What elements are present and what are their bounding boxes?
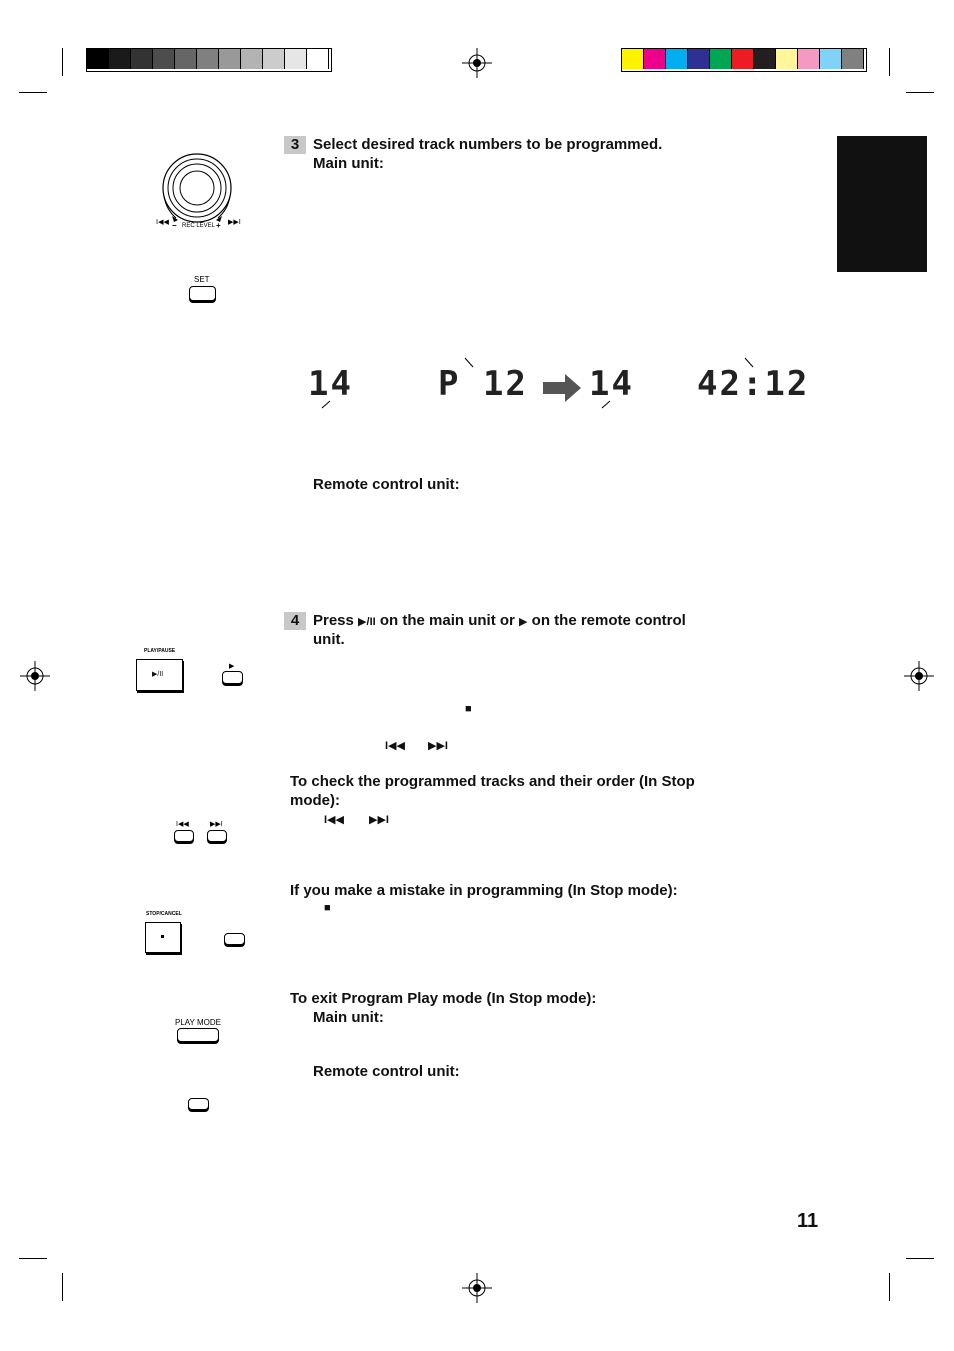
play-pause-glyph: ▶/II [152,671,164,678]
step4-mid: on the main unit or [379,612,515,629]
mistake-heading: If you make a mistake in programming (In Stop mode): [290,882,678,899]
set-label: SET [194,275,210,284]
color-swatch [197,49,219,69]
color-swatch [666,49,688,69]
color-swatch [644,49,666,69]
color-swatch [732,49,754,69]
registration-target-icon [462,1273,492,1303]
plus-label: + [216,221,221,230]
step3-main-unit-label: Main unit: [313,155,384,172]
stop-cancel-label: STOP/CANCEL [146,911,182,917]
color-swatch [175,49,197,69]
step3-remote-label: Remote control unit: [313,476,460,493]
next-symbol: ▶▶I [369,814,389,826]
crop-mark [906,1258,934,1259]
stop-dot-icon [161,935,164,938]
step4-play-pause-symbol: ▶/II [358,616,376,628]
lcd-total-time: 42:12 [697,364,810,404]
next-symbol: ▶▶I [428,740,448,752]
play-pause-label: PLAY/PAUSE [144,648,176,654]
color-swatch [285,49,307,69]
crop-mark [19,92,47,93]
play-glyph-label: ▶ [229,663,235,670]
lcd-track-number: 14 [308,364,353,404]
color-swatch [153,49,175,69]
step4-play-symbol: ▶ [519,616,528,628]
color-swatch [710,49,732,69]
crop-mark [62,48,63,76]
color-swatch [219,49,241,69]
callout-lines [300,350,780,420]
prev-symbol: I◀◀ [385,740,405,752]
stop-symbol: ■ [324,902,331,914]
color-calibration-bar [621,48,867,72]
remote-stop-button[interactable] [224,933,245,945]
check-heading: To check the programmed tracks and their order (In Stop [290,773,695,790]
color-swatch [688,49,710,69]
stop-symbol: ■ [465,703,472,715]
color-swatch [109,49,131,69]
prev-label: I◀◀ [176,821,189,828]
step4-heading [313,612,686,631]
registration-target-icon [904,661,934,691]
crop-mark [906,92,934,93]
stop-cancel-button[interactable] [145,922,181,953]
page-number: 11 [797,1210,819,1232]
crop-mark [19,1258,47,1259]
step4-heading-line2: unit. [313,631,345,648]
play-mode-label: PLAY MODE [175,1018,221,1027]
lcd-program-number: P 12 [438,364,528,404]
step-number: 3 [284,136,306,154]
lcd-track-number-2: 14 [589,364,634,404]
set-button[interactable] [189,286,216,301]
play-pause-button[interactable] [136,659,183,691]
remote-play-button[interactable] [222,671,243,684]
registration-target-icon [462,48,492,78]
color-swatch [87,49,109,69]
prev-symbol: I◀◀ [324,814,344,826]
step4-press: Press [313,612,354,629]
minus-label: − [172,221,177,230]
color-swatch [820,49,842,69]
step4-end: on the remote control [531,612,686,629]
rec-level-label: REC LEVEL [182,223,216,229]
step3-heading: Select desired track numbers to be programmed. [313,136,663,153]
step-number: 4 [284,612,306,630]
crop-mark [889,1273,890,1301]
color-swatch [798,49,820,69]
next-track-button[interactable] [207,830,227,842]
crop-mark [889,48,890,76]
color-swatch [241,49,263,69]
color-swatch [842,49,864,69]
check-heading-line2: mode): [290,792,340,809]
color-swatch [622,49,644,69]
color-swatch [131,49,153,69]
next-label: ▶▶I [210,821,223,828]
color-swatch [776,49,798,69]
exit-main-unit-label: Main unit: [313,1009,384,1026]
remote-play-mode-button[interactable] [188,1098,209,1110]
color-swatch [263,49,285,69]
exit-remote-label: Remote control unit: [313,1063,460,1080]
play-mode-button[interactable] [177,1028,219,1042]
color-swatch [307,49,329,69]
grayscale-calibration-bar [86,48,332,72]
multi-control-knob-icon [150,152,246,234]
svg-text:▶▶I: ▶▶I [228,218,241,226]
language-tab [837,136,927,272]
color-swatch [754,49,776,69]
registration-target-icon [20,661,50,691]
crop-mark [62,1273,63,1301]
prev-track-button[interactable] [174,830,194,842]
svg-text:I◀◀: I◀◀ [156,218,169,226]
exit-heading: To exit Program Play mode (In Stop mode): [290,990,597,1007]
